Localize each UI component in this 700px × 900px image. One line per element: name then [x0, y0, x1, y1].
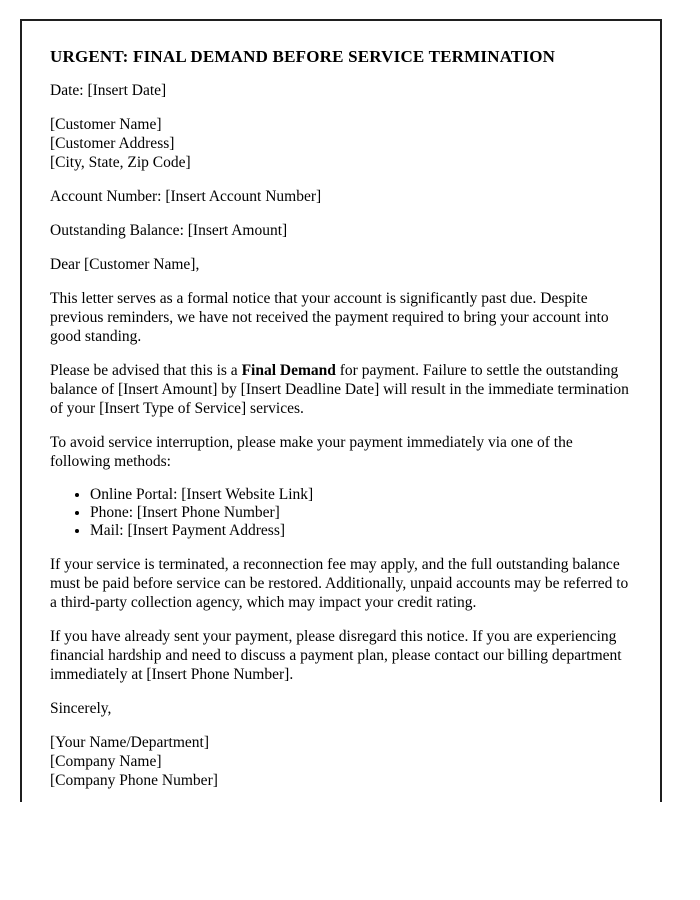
recipient-name-line: [Customer Name]: [50, 116, 162, 133]
signature-company-line: [Company Name]: [50, 753, 162, 770]
letter-body: [50, 47, 632, 790]
final-demand-post-text: for payment. Failure to settle the outstanding balance of [Insert Amount] by [Insert Deadline Date] will result in the immediate termination of your [Insert Type of Service] services.: [50, 362, 629, 417]
paragraph-consequences: If your service is terminated, a reconnection fee may apply, and the full outstanding balance must be paid before service can be restored. Additionally, unpaid accounts may be referred to a third-party collection agency, which may impact your credit rating.: [50, 556, 629, 611]
letter-title: URGENT: FINAL DEMAND BEFORE SERVICE TERMINATION: [50, 47, 556, 66]
paragraph-final-demand: [50, 361, 632, 418]
payment-methods-list: [50, 486, 632, 540]
signature-name-line: [Your Name/Department]: [50, 734, 209, 751]
signature-block: [50, 733, 632, 790]
payment-method-mail: • Mail: [Insert Payment Address]: [90, 522, 632, 540]
recipient-city-line: [City, State, Zip Code]: [50, 154, 191, 171]
recipient-address-line: [Customer Address]: [50, 135, 175, 152]
letter-frame: [20, 19, 662, 802]
paragraph-past-due: This letter serves as a formal notice that your account is significantly past due. Despite previous reminders, we have not received the payment required to bring your account into good standing.: [50, 290, 609, 345]
closing: Sincerely,: [50, 700, 112, 717]
final-demand-pre-text: Please be advised that this is a: [50, 362, 242, 379]
outstanding-balance-line: Outstanding Balance: [Insert Amount]: [50, 222, 288, 239]
payment-method-phone: • Phone: [Insert Phone Number]: [90, 504, 632, 522]
signature-phone-line: [Company Phone Number]: [50, 772, 218, 789]
date-line: Date: [Insert Date]: [50, 82, 167, 99]
paragraph-payment-intro: To avoid service interruption, please make your payment immediately via one of the following methods:: [50, 434, 573, 470]
recipient-block: [50, 115, 632, 172]
account-number-line: Account Number: [Insert Account Number]: [50, 188, 322, 205]
payment-method-online-portal: • Online Portal: [Insert Website Link]: [90, 486, 632, 504]
final-demand-bold-text: Final Demand: [241, 362, 336, 379]
salutation: Dear [Customer Name],: [50, 256, 200, 273]
paragraph-already-sent: If you have already sent your payment, please disregard this notice. If you are experiencing financial hardship and need to discuss a payment plan, please contact our billing department immediately at [Insert Phone Number].: [50, 628, 622, 683]
